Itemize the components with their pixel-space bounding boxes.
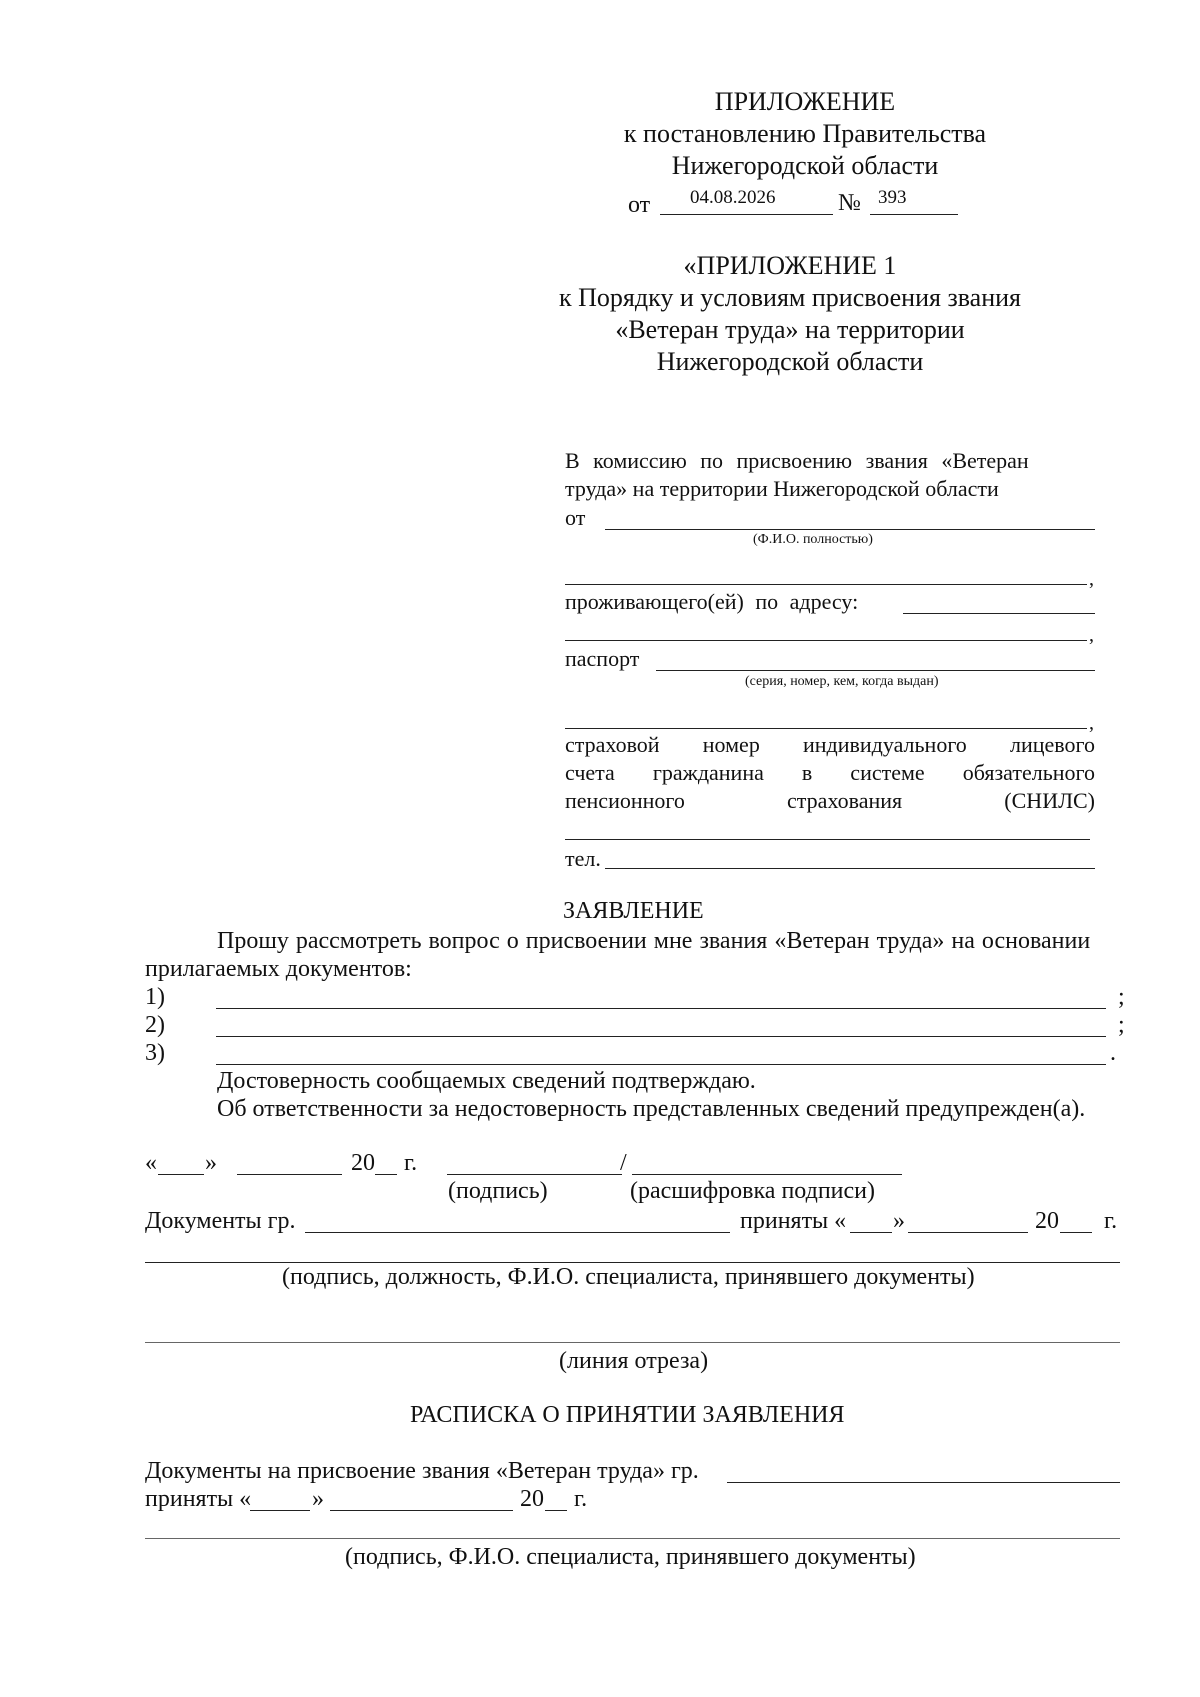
acceptance-year-suffix: г.: [1104, 1208, 1118, 1234]
acceptance-year-prefix: 20: [1035, 1208, 1059, 1234]
header-number-prefix: №: [838, 190, 861, 216]
receipt-specialist-hint: (подпись, Ф.И.О. специалиста, принявшего документы): [345, 1544, 916, 1570]
sign-hint: (подпись): [448, 1178, 548, 1204]
doc-item-1-end: ;: [1118, 984, 1125, 1010]
header-title: ПРИЛОЖЕНИЕ: [714, 87, 896, 116]
statement-line1: Прошу рассмотреть вопрос о присвоении мне звания «Ветеран труда» на основании: [217, 928, 1091, 954]
header-date-value: 04.08.2026: [690, 187, 776, 208]
sign-slash: /: [620, 1150, 627, 1176]
receipt-name-line: [727, 1482, 1120, 1483]
residing-label: проживающего(ей) по адресу:: [565, 589, 859, 614]
appendix-block: [505, 250, 1075, 378]
address-line2: труда» на территории Нижегородской области: [565, 476, 999, 501]
sign-close-quote: »: [205, 1150, 217, 1176]
acceptance-specialist-hint: (подпись, должность, Ф.И.О. специалиста, принявшего документы): [282, 1264, 975, 1290]
receipt-close-quote: »: [312, 1486, 324, 1512]
appendix-line2: «Ветеран труда» на территории: [615, 315, 965, 344]
receipt-year-line: [545, 1510, 567, 1511]
header-block: [555, 86, 1055, 182]
address-from: от: [565, 505, 586, 530]
receipt-accepted: приняты «: [145, 1486, 252, 1512]
receipt-day-line: [250, 1510, 310, 1511]
doc-item-3-num: 3): [145, 1040, 165, 1066]
fio-line-2-comma: ,: [1089, 568, 1094, 590]
sign-open-quote: «: [145, 1150, 157, 1176]
statement-warned: Об ответственности за недостоверность представленных сведений предупрежден(а).: [217, 1096, 1086, 1122]
doc-item-1-num: 1): [145, 984, 165, 1010]
phone-line: [605, 868, 1095, 869]
address-line-2-comma: ,: [1089, 624, 1094, 646]
snils-line2: [565, 760, 1095, 786]
sign-signature-line: [447, 1174, 622, 1175]
doc-item-2-num: 2): [145, 1012, 165, 1038]
acceptance-month-line: [908, 1232, 1028, 1233]
appendix-title: «ПРИЛОЖЕНИЕ 1: [683, 251, 897, 280]
decode-hint: (расшифровка подписи): [630, 1178, 875, 1204]
cut-hint: (линия отреза): [559, 1348, 709, 1374]
snils-line: [565, 839, 1090, 840]
receipt-title: РАСПИСКА О ПРИНЯТИИ ЗАЯВЛЕНИЯ: [410, 1402, 845, 1428]
receipt-year-prefix: 20: [520, 1486, 544, 1512]
statement-line2: прилагаемых документов:: [145, 956, 412, 982]
doc-item-2-end: ;: [1118, 1012, 1125, 1038]
fio-line: [605, 529, 1095, 530]
header-line2: Нижегородской области: [671, 151, 939, 180]
receipt-year-suffix: г.: [574, 1486, 588, 1512]
phone-label: тел.: [565, 846, 601, 871]
header-number-value: 393: [878, 187, 907, 208]
snils-line3-text: пенсионного страхования (СНИЛС): [565, 788, 1095, 813]
appendix-line3: Нижегородской области: [656, 347, 924, 376]
header-date-prefix: от: [628, 192, 651, 218]
doc-item-3-end: .: [1110, 1040, 1116, 1066]
acceptance-close-quote: »: [893, 1208, 905, 1234]
acceptance-day-line: [850, 1232, 892, 1233]
passport-label: паспорт: [565, 646, 640, 671]
header-line1: к постановлению Правительства: [623, 119, 987, 148]
passport-line-2-comma: ,: [1089, 712, 1094, 734]
receipt-specialist-line: [145, 1538, 1120, 1539]
appendix-line1: к Порядку и условиям присвоения звания: [558, 283, 1022, 312]
snils-line1-text: страховой номер индивидуального лицевого: [565, 732, 1095, 757]
snils-line2-text: счета гражданина в системе обязательного: [565, 760, 1095, 785]
acceptance-year-line: [1060, 1232, 1092, 1233]
cut-line: [145, 1342, 1120, 1343]
doc-item-2-line: [216, 1036, 1106, 1037]
snils-line1: [565, 732, 1095, 758]
acceptance-name-line: [305, 1232, 730, 1233]
sign-year-prefix: 20: [351, 1150, 375, 1176]
doc-item-1-line: [216, 1008, 1106, 1009]
passport-hint: (серия, номер, кем, когда выдан): [745, 674, 939, 689]
acceptance-accepted: приняты «: [740, 1208, 847, 1234]
address-line1: В комиссию по присвоению звания «Ветеран: [565, 448, 1029, 473]
snils-line3: [565, 788, 1095, 814]
statement-confirm: Достоверность сообщаемых сведений подтверждаю.: [217, 1068, 756, 1094]
passport-line-2: [565, 728, 1087, 729]
receipt-docs-line: Документы на присвоение звания «Ветеран труда» гр.: [145, 1458, 699, 1484]
address-line: [903, 613, 1095, 614]
sign-year-line: [375, 1174, 397, 1175]
receipt-month-line: [330, 1510, 513, 1511]
passport-line: [656, 670, 1095, 671]
doc-item-3-line: [216, 1064, 1106, 1065]
acceptance-docs-label: Документы гр.: [145, 1208, 296, 1234]
statement-title: ЗАЯВЛЕНИЕ: [563, 898, 704, 924]
sign-year-suffix: г.: [404, 1150, 418, 1176]
sign-day-line: [158, 1174, 204, 1175]
sign-decode-line: [632, 1174, 902, 1175]
header-date-line: [660, 214, 833, 215]
sign-month-line: [237, 1174, 342, 1175]
fio-line-2: [565, 584, 1087, 585]
address-line-2: [565, 640, 1087, 641]
header-number-line: [870, 214, 958, 215]
fio-hint: (Ф.И.О. полностью): [753, 532, 873, 547]
acceptance-specialist-line: [145, 1262, 1120, 1263]
